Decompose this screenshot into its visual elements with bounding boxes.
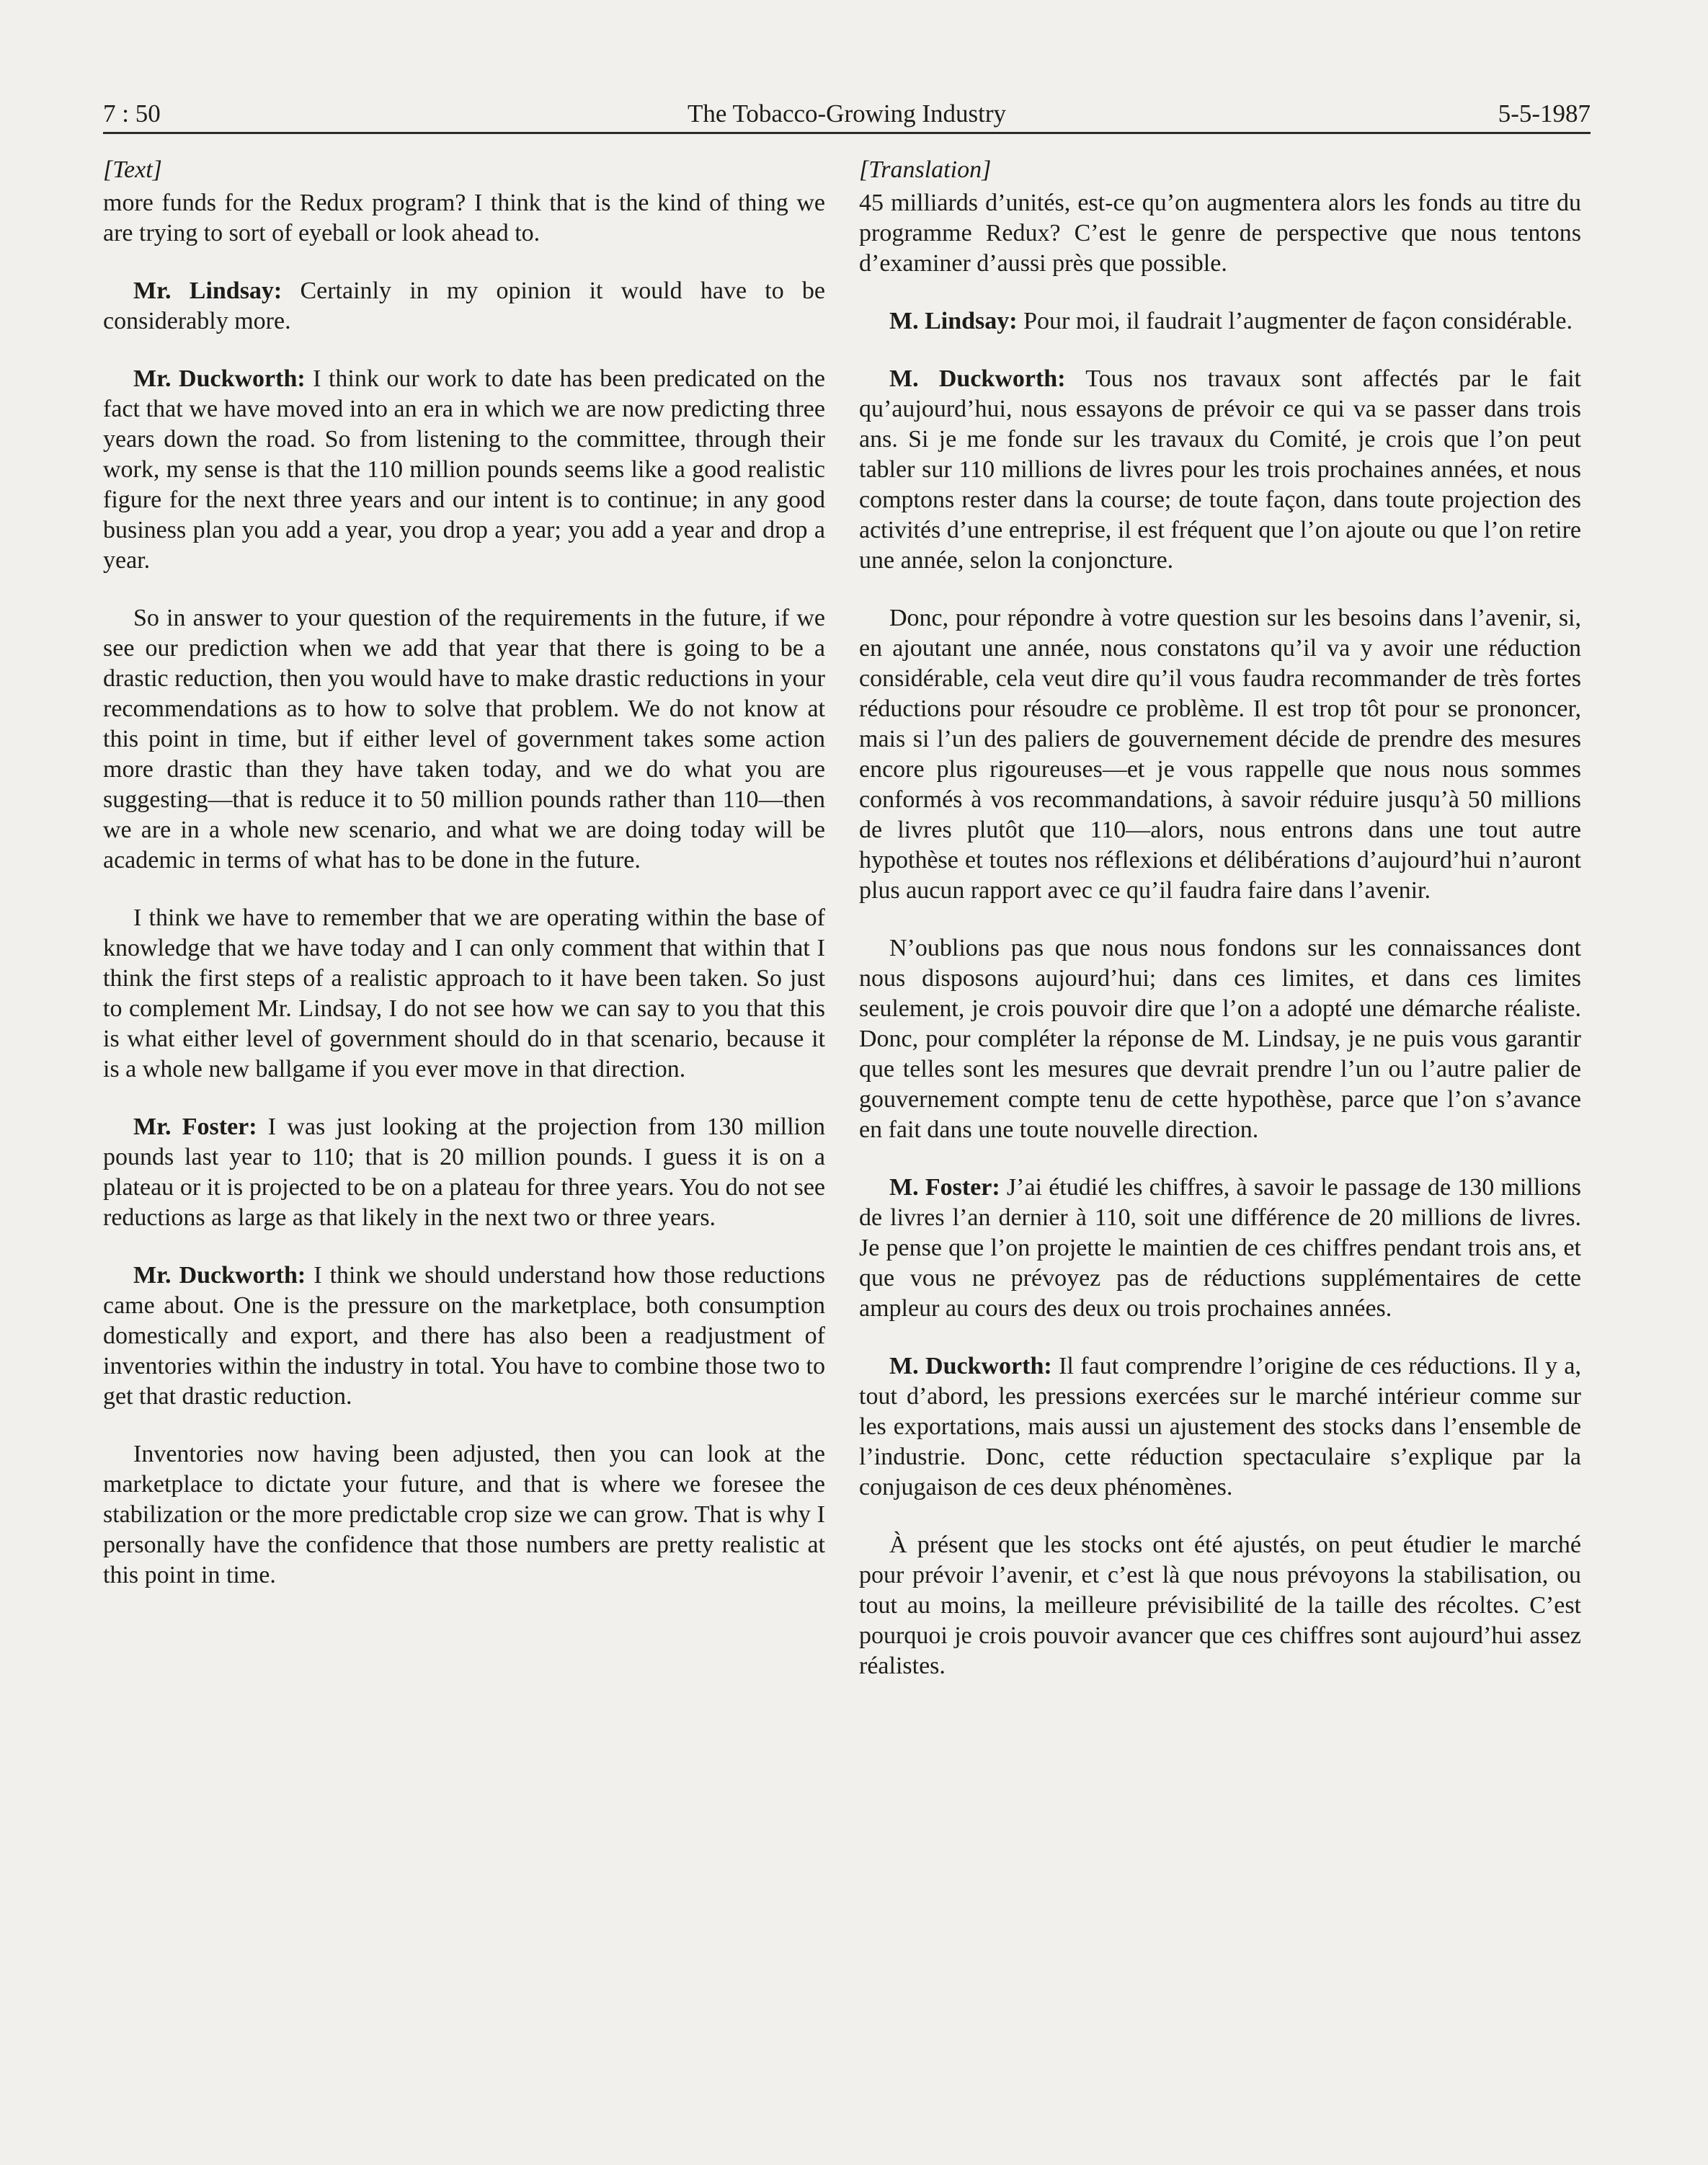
paragraph xyxy=(103,364,825,576)
paragraph-text: I think we should understand how those reductions came about. One is the pressure on the marketplace, both consumption domestically and export, and there has also been a readjustment of inventories within the industry in total. You have to combine those two to get that drastic reduction. xyxy=(103,1262,825,1410)
paragraph xyxy=(859,1173,1581,1324)
paragraph-text: N’oublions pas que nous nous fondons sur les connaissances dont nous disposons aujourd’hui; dans ces limites, et dans ces limites seulement, je crois pouvoir dire que l’on a adopté une démarche réaliste. Donc, pour compléter la réponse de M. Lindsay, je ne puis vous garantir que telles sont les mesures que devrait prendre l’un ou l’autre palier de gouvernement compte tenu de cette hypothèse, parce que l’on s’avance en fait dans une toute nouvelle direction. xyxy=(859,935,1581,1143)
paragraph-text: I think our work to date has been predicated on the fact that we have moved into an era in which we are now predicting three years down the road. So from listening to the committee, through their work, my sense is that the 110 million pounds seems like a good realistic figure for the next three years and our intent is to continue; in any good business plan you add a year, you drop a year; you add a year and drop a year. xyxy=(103,365,825,574)
speaker-name: Mr. Duckworth: xyxy=(133,365,306,392)
running-title: The Tobacco-Growing Industry xyxy=(687,99,1007,128)
paragraph-text: Tous nos travaux sont affectés par le fait qu’aujourd’hui, nous essayons de prévoir ce qui va se passer dans trois ans. Si je me fonde sur les travaux du Comité, je crois que l’on peut tabler sur 110 millions de livres pour les trois prochaines années, et nous comptons rester dans la course; de toute façon, dans toute projection des activités d’une entreprise, il est fréquent que l’on ajoute ou que l’on retire une année, selon la conjoncture. xyxy=(859,365,1581,574)
paragraph xyxy=(859,1530,1581,1681)
speaker-name: Mr. Lindsay: xyxy=(133,277,283,304)
paragraph-text: more funds for the Redux program? I think that is the kind of thing we are trying to sort of eyeball or look ahead to. xyxy=(103,190,825,246)
paragraph-text: Il faut comprendre l’origine de ces réductions. Il y a, tout d’abord, les pressions exercées sur le marché intérieur comme sur les exportations, mais aussi un ajustement des stocks dans l’ensemble de l’industrie. Donc, cette réduction spectaculaire s’explique par la conjugaison de ces deux phénomènes. xyxy=(859,1353,1581,1501)
left-column xyxy=(103,155,825,1618)
paragraph-text: Certainly in my opinion it would have to be considerably more. xyxy=(103,277,825,334)
paragraph-text: Pour moi, il faudrait l’augmenter de façon considérable. xyxy=(1017,308,1573,334)
speaker-name: M. Lindsay: xyxy=(889,308,1018,334)
right-column xyxy=(859,155,1581,1709)
page-number: 7 : 50 xyxy=(103,99,161,128)
speaker-name: Mr. Duckworth: xyxy=(133,1262,306,1289)
paragraph-text: À présent que les stocks ont été ajustés, on peut étudier le marché pour prévoir l’avenir, et c’est là que nous prévoyons la stabilisation, ou tout au moins, la meilleure prévisibilité de la taille des récoltes. C’est pourquoi je crois pouvoir avancer que ces chiffres sont aujourd’hui assez réalistes. xyxy=(859,1531,1581,1679)
paragraph xyxy=(103,188,825,249)
paragraph-text: 45 milliards d’unités, est-ce qu’on augmentera alors les fonds au titre du programme Redux? C’est le genre de perspective que nous tentons d’examiner d’aussi près que possible. xyxy=(859,190,1581,277)
speaker-name: M. Foster: xyxy=(889,1174,1000,1201)
paragraph-text: Inventories now having been adjusted, then you can look at the marketplace to dictate your future, and that is where we foresee the stabilization or the more predictable crop size we can grow. That is why I personally have the confidence that those numbers are pretty realistic at this point in time. xyxy=(103,1441,825,1588)
paragraph-text: J’ai étudié les chiffres, à savoir le passage de 130 millions de livres l’an dernier à 110, soit une différence de 20 millions de livres. Je pense que l’on projette le maintien de ces chiffres pendant trois ans, et que vous ne prévoyez pas de réductions supplémentaires de cette ampleur au cours des deux ou trois prochaines années. xyxy=(859,1174,1582,1322)
paragraph xyxy=(103,1261,825,1412)
left-column-tag: [Text] xyxy=(103,156,162,183)
header-date: 5-5-1987 xyxy=(1498,99,1591,128)
speaker-name: M. Duckworth: xyxy=(889,365,1066,392)
speaker-name: M. Duckworth: xyxy=(889,1353,1052,1379)
paragraph xyxy=(103,903,825,1085)
paragraph xyxy=(859,188,1581,279)
paragraph-text: So in answer to your question of the requirements in the future, if we see our prediction when we add that year that there is going to be a drastic reduction, then you would have to make drastic reductions in your recommendations as to how to solve that problem. We do not know at this point in time, but if either level of government takes some action more drastic than they have taken today, and we do what you are suggesting—that is reduce it to 50 million pounds rather than 110—then we are in a whole new scenario, and what we are doing today will be academic in terms of what has to be done in the future. xyxy=(103,605,825,873)
page-header xyxy=(103,95,1591,133)
paragraph xyxy=(859,933,1581,1145)
paragraph xyxy=(859,364,1581,576)
paragraph xyxy=(103,1112,825,1233)
right-column-tag: [Translation] xyxy=(859,156,992,183)
paragraph xyxy=(859,1351,1581,1503)
speaker-name: Mr. Foster: xyxy=(133,1113,257,1140)
paragraph xyxy=(859,306,1581,337)
paragraph-text: Donc, pour répondre à votre question sur les besoins dans l’avenir, si, en ajoutant une année, nous constatons qu’il va y avoir une réduction considérable, cela veut dire qu’il vous faudra recommander de très fortes réductions pour résoudre ce problème. Il est trop tôt pour se prononcer, mais si l’un des paliers de gouvernement décide de prendre des mesures encore plus rigoureuses—et je vous rappelle que nous nous sommes conformés à vos recommandations, à savoir réduire jusqu’à 50 millions de livres plutôt que 110—alors, nous entrons dans une tout autre hypothèse et toutes nos réflexions et délibérations d’aujourd’hui n’auront plus aucun rapport avec ce qu’il faudra faire dans l’avenir. xyxy=(859,605,1581,904)
paragraph xyxy=(103,603,825,876)
header-rule xyxy=(103,132,1591,134)
paragraph-text: I was just looking at the projection from 130 million pounds last year to 110; that is 20 million pounds. I guess it is on a plateau or it is projected to be on a plateau for three years. You do not see reductions as large as that likely in the next two or three years. xyxy=(103,1113,825,1231)
paragraph-text: I think we have to remember that we are operating within the base of knowledge that we have today and I can only comment that within that I think the first steps of a realistic approach to it have been taken. So just to complement Mr. Lindsay, I do not see how we can say to you that this is what either level of government should do in that scenario, because it is a whole new ballgame if you ever move in that direction. xyxy=(103,904,825,1082)
paragraph xyxy=(103,276,825,337)
paragraph xyxy=(859,603,1581,906)
paragraph xyxy=(103,1439,825,1591)
